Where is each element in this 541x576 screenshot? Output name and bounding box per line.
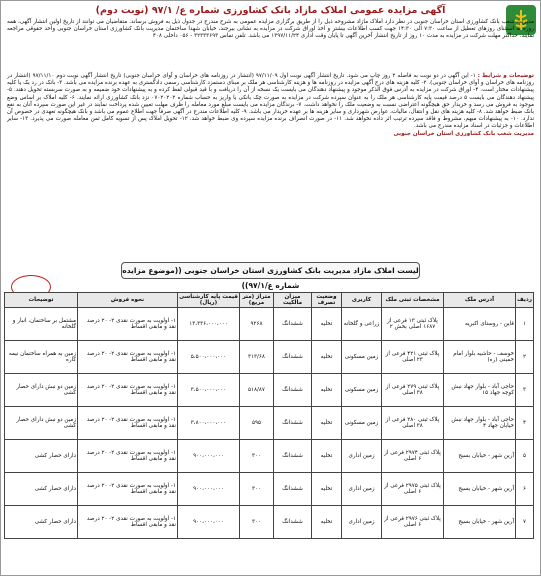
cell-row: ۱ (516, 308, 534, 341)
cell-area: ۳۰۰ (240, 506, 274, 539)
cell-price: ۳،۸۰۰،۰۰۰،۰۰۰ (178, 407, 240, 440)
col-share: میزان مالکیت (274, 293, 312, 308)
cell-desc: زمین دو نبش دارای حصار کشی (5, 407, 78, 440)
cell-status: تخلیه (312, 308, 342, 341)
cell-area: ۳۰۰ (240, 440, 274, 473)
cell-area: ۵۹۵ (240, 407, 274, 440)
cell-terms: ۱- اولویت به صورت نقدی ۲- ۲۰ درصد نقد و مابقی اقساط (78, 407, 178, 440)
cell-area: ۳۱۳/۶۸ (240, 341, 274, 374)
cell-status: تخلیه (312, 473, 342, 506)
cell-row: ۵ (516, 440, 534, 473)
col-area: متراژ (متر مربع) (240, 293, 274, 308)
cell-desc: دارای حصار کشی (5, 440, 78, 473)
col-deed: مشخصات ثبتی ملک (382, 293, 444, 308)
cell-address: حاجی آباد - بلوار جهاد نبش کوچه جهاد ۱۵ (444, 374, 516, 407)
cell-address: آرین شهر - خیابان بسیج (444, 506, 516, 539)
cell-area: ۵۱۸/۸۷ (240, 374, 274, 407)
cell-deed: پلاک ثبتی ۱۳ فرعی از ۱۶۸۷ اصلی بخش ۲ (382, 308, 444, 341)
cell-status: تخلیه (312, 374, 342, 407)
page-title: آگهی مزایده عمومی املاک مازاد بانک کشاورزی شماره ع/ ۹۷/۱ (نوبت دوم) (95, 5, 446, 16)
cell-usage: زمین مسکونی (342, 374, 382, 407)
table-row (5, 440, 534, 473)
cell-area: ۹۲۶۸ (240, 308, 274, 341)
cell-usage: زمین مسکونی (342, 407, 382, 440)
cell-terms: ۱- اولویت به صورت نقدی ۲- ۲۰ درصد نقد و مابقی اقساط (78, 308, 178, 341)
cell-area: ۳۰۰ (240, 473, 274, 506)
table-body (5, 308, 534, 539)
intro-paragraph: مدیریت شعب بانک کشاورزی استان خراسان جنوبی در نظر دارد املاک مازاد مشروحه ذیل را از طریق برگزاری مزایده عمومی به شرح مندرج در جدول ذیل به فروش برساند. متقاضیان می توانند از تاریخ اولین انتشار آگهی، همه روزه به استثنای روزهای تعطیل از ساعت ۷:۳۰ الی ۱۴:۳۰ جهت کسب اطلاعات بیشتر و اخذ اوراق شرکت در مزایده به نشانی بیرجند، خیابان شهدا ساختمان مدیریت بانک کشاورزی استان خراسان جنوبی واحد حقوقی مراجعه نمایند. حداکثر مهلت شرکت در مزایده به مدت ۱۰ روز از تاریخ انتشار آخرین آگهی تا پایان وقت اداری ۱۳۹۷/۱۱/۲۴ می باشد. تلفن تماس ۳۲۳۳۳۶۹۳ - ۰۵۶ داخلی ۴۰۸ (7, 19, 534, 40)
cell-row: ۷ (516, 506, 534, 539)
cell-row: ۶ (516, 473, 534, 506)
properties-table (4, 292, 534, 539)
cell-status: تخلیه (312, 407, 342, 440)
cell-desc: دارای حصار کشی (5, 506, 78, 539)
cell-desc: مشتمل بر ساختمان، انبار و گلخانه (5, 308, 78, 341)
notes-section (7, 73, 534, 138)
cell-desc: زمین دو نبش دارای حصار کشی (5, 374, 78, 407)
cell-deed: پلاک ثبتی ۲۹۷۴ فرعی از ۶ اصلی (382, 440, 444, 473)
cell-terms: ۱- اولویت به صورت نقدی ۲- ۲۰ درصد نقد و مابقی اقساط (78, 341, 178, 374)
table-header-row (5, 293, 534, 308)
col-usage: کاربری (342, 293, 382, 308)
table-row (5, 506, 534, 539)
table-subtitle (7, 281, 534, 291)
cell-share: ششدانگ (274, 440, 312, 473)
col-address: آدرس ملک (444, 293, 516, 308)
notes-title: توضیحات و شرایط : (477, 73, 535, 79)
cell-usage: زمین مسکونی (342, 341, 382, 374)
cell-address: آرین شهر - خیابان بسیج (444, 473, 516, 506)
cell-deed: پلاک ثبتی ۲۹۷۶ فرعی از ۶ اصلی (382, 506, 444, 539)
cell-usage: زراعی و گلخانه (342, 308, 382, 341)
table-row (5, 374, 534, 407)
col-terms: نحوه فروش (78, 293, 178, 308)
cell-price: ۱۳،۳۳۶،۰۰۰،۰۰۰ (178, 308, 240, 341)
cell-price: ۹۰۰،۰۰۰،۰۰۰ (178, 440, 240, 473)
table-row (5, 341, 534, 374)
cell-price: ۹۰۰،۰۰۰،۰۰۰ (178, 506, 240, 539)
cell-usage: زمین اداری (342, 473, 382, 506)
cell-row: ۳ (516, 374, 534, 407)
table-row (5, 407, 534, 440)
cell-address: قاین - روستای اکبریه (444, 308, 516, 341)
cell-share: ششدانگ (274, 341, 312, 374)
cell-share: ششدانگ (274, 473, 312, 506)
cell-desc: زمین به همراه ساختمان نیمه کاره (5, 341, 78, 374)
cell-share: ششدانگ (274, 407, 312, 440)
cell-share: ششدانگ (274, 374, 312, 407)
cell-deed: پلاک ثبتی ۲۸۰ فرعی از ۳۸ اصلی (382, 407, 444, 440)
cell-share: ششدانگ (274, 506, 312, 539)
cell-terms: ۱- اولویت به صورت نقدی ۲- ۲۰ درصد نقد و مابقی اقساط (78, 473, 178, 506)
cell-address: خوسف - حاشیه بلوار امام خمینی (ره) (444, 341, 516, 374)
table-title: لیست املاک مازاد مدیریت بانک کشاورزی استان خراسان جنوبی ((موضوع مزایده شماره ع/۹۷/۱)) (121, 262, 420, 279)
col-row: ردیف (516, 293, 534, 308)
signature: مدیریت شعب بانک کشاورزی استان خراسان جنوبی (393, 130, 534, 137)
cell-usage: زمین اداری (342, 440, 382, 473)
cell-status: تخلیه (312, 440, 342, 473)
table-row (5, 473, 534, 506)
cell-address: حاجی آباد - بلوار جهاد نبش خیابان جهاد ۴ (444, 407, 516, 440)
cell-status: تخلیه (312, 341, 342, 374)
cell-terms: ۱- اولویت به صورت نقدی ۲- ۲۰ درصد نقد و مابقی اقساط (78, 440, 178, 473)
cell-row: ۴ (516, 407, 534, 440)
cell-row: ۲ (516, 341, 534, 374)
cell-price: ۳،۵۰۰،۰۰۰،۰۰۰ (178, 374, 240, 407)
cell-address: آرین شهر - خیابان بسیج (444, 440, 516, 473)
cell-desc: دارای حصار کشی (5, 473, 78, 506)
cell-status: تخلیه (312, 506, 342, 539)
cell-terms: ۱- اولویت به صورت نقدی ۲- ۲۰ درصد نقد و مابقی اقساط (78, 506, 178, 539)
cell-price: ۹۰۰،۰۰۰،۰۰۰ (178, 473, 240, 506)
col-status: وضعیت تصرف (312, 293, 342, 308)
cell-share: ششدانگ (274, 308, 312, 341)
cell-price: ۵،۵۰۰،۰۰۰،۰۰۰ (178, 341, 240, 374)
cell-deed: پلاک ثبتی ۲۷۹ فرعی از ۳۸ اصلی (382, 374, 444, 407)
table-row (5, 308, 534, 341)
cell-deed: پلاک ثبتی ۲۹۷۵ فرعی از ۶ اصلی (382, 473, 444, 506)
cell-deed: پلاک ثبتی ۴۲۱ فرعی از ۲۳ اصلی (382, 341, 444, 374)
cell-terms: ۱- اولویت به صورت نقدی ۲- ۲۰ درصد نقد و مابقی اقساط (78, 374, 178, 407)
notes-text: ۱- این آگهی در دو نوبت به فاصله ۲ روز چاپ می شود. تاریخ انتشار آگهی نوبت اول ۹۷/۱۱/۰۹ (انتشار در روزنامه های خراسان و آوای خراسان جنوبی) تاریخ انتشار آگهی نوبت دوم ۹۷/۱۱/۱۰ (انتشار در روزنامه های خراسان و آوای خراسان جنوبی). ۲- کلیه هزینه های درج آگهی مزایده در روزنامه ها و هزینه کارشناسی هر ملک بر مبنای دستمزد کارشناسی رسمی دادگستری به عهده برنده مزایده می باشد. ۳- بانک در رد یک یا کلیه پیشنهادات مختار است. ۴- اوراق شرکت در مزایده به آدرس فوق الذکر موجود و پیشنهاد دهندگان می بایست یک نسخه از آن را دریافت و با قید قبولی لفظ کرده و به پیشنهادات خود ضمیمه و به صورت سربسته تحویل دهند. ۵- پیشنهاد دهندگان می بایست ۵ درصد قیمت پایه کارشناسی هر ملک را به عنوان سپرده شرکت در مزایده به صورت چک بانکی یا واریز به حساب شماره ۰۷۰۲۰۲۰۲ نزد بانک کشاورزی ارائه نمایند. ۶- کلیه املاک بر اساس وضع موجود به فروش می رسد و خریدار حق هیچگونه اعتراضی نسبت به وضعیت ملک را نخواهد داشت. ۷- برندگان مزایده می بایست مبلغ مورد معامله را ظرف مهلت تعیین شده پرداخت نمایند در غیر این صورت سپرده آنان به نفع بانک ضبط خواهد شد. ۸- کلیه هزینه های نقل و انتقال، مالیات، عوارض شهرداری و سایر هزینه ها بر عهده خریدار می باشد. ۹- کلیه اطلاعات مندرج در آگهی صرفاً جهت اطلاع عموم می باشد و بانک هیچگونه تعهدی در خصوص آن ندارد. ۱۰- به پیشنهادات مبهم، مشروط و فاقد سپرده ترتیب اثر داده نخواهد شد. ۱۱- در صورت انصراف برنده مزایده سپرده وی ضبط خواهد شد. ۱۲- تحویل املاک پس از تسویه کامل ثمن معامله صورت می پذیرد. ۱۳- سایر اطلاعات و جزئیات در اسناد مزایده مندرج می باشد. (7, 73, 535, 130)
col-price: قیمت پایه کارشناسی (ریال) (179, 294, 238, 306)
col-desc: توضیحات (5, 293, 78, 308)
cell-usage: زمین اداری (342, 506, 382, 539)
